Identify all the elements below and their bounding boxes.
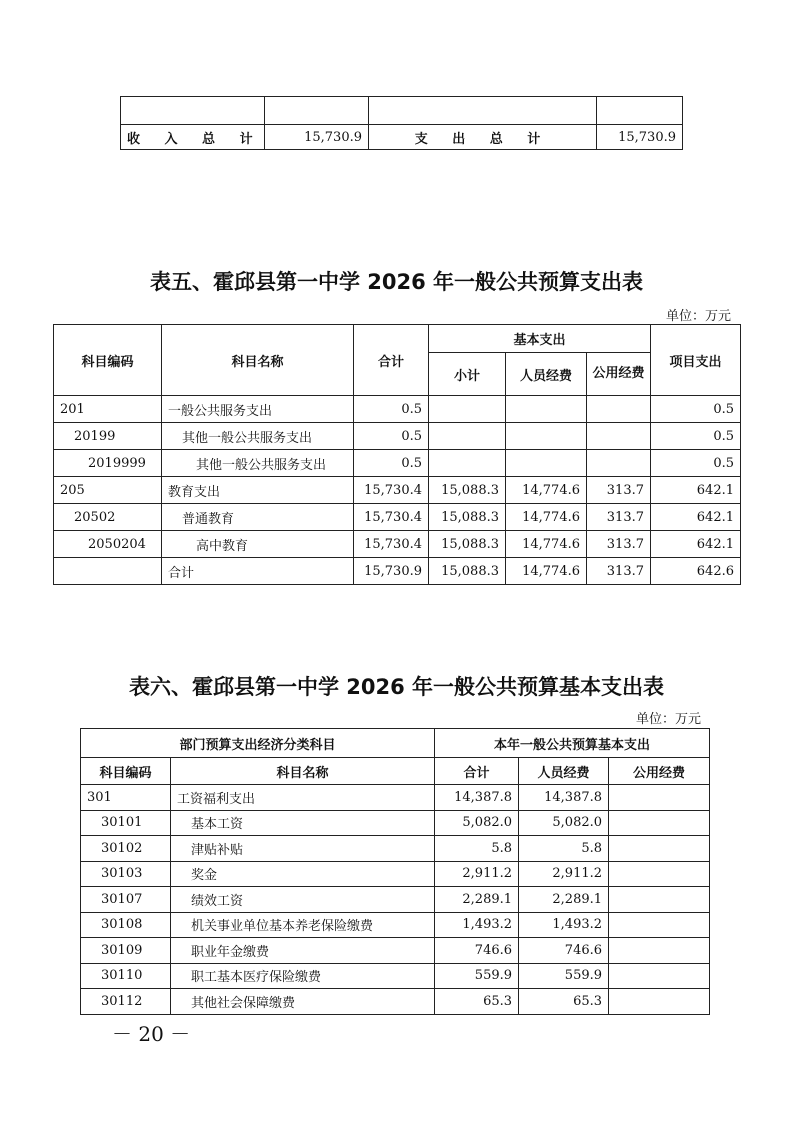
row-name: 基本工资 [171, 810, 435, 836]
row-public: 313.7 [587, 531, 651, 558]
table5-header-public: 公用经费 [587, 353, 651, 396]
row-code: 205 [54, 477, 162, 504]
table5-row [54, 531, 741, 558]
row-total: 5.8 [435, 836, 519, 862]
row-project: 642.1 [651, 477, 741, 504]
row-public [587, 396, 651, 423]
row-personnel [506, 450, 587, 477]
row-code [54, 558, 162, 585]
table6-row [81, 785, 710, 811]
table6-row [81, 810, 710, 836]
row-subtotal: 15,088.3 [429, 531, 506, 558]
row-name: 其他社会保障缴费 [171, 989, 435, 1015]
row-total: 2,289.1 [435, 887, 519, 913]
row-name: 高中教育 [162, 531, 354, 558]
table6-header-row-1 [81, 729, 710, 758]
row-subtotal [429, 450, 506, 477]
table5-row [54, 504, 741, 531]
row-total: 15,730.9 [354, 558, 429, 585]
row-total: 2,911.2 [435, 861, 519, 887]
table5-row [54, 423, 741, 450]
row-personnel: 5,082.0 [519, 810, 609, 836]
row-name: 奖金 [171, 861, 435, 887]
row-code: 30102 [81, 836, 171, 862]
row-code: 30109 [81, 938, 171, 964]
table5-header-subtotal: 小计 [429, 353, 506, 396]
row-public: 313.7 [587, 558, 651, 585]
income-total-value: 15,730.9 [265, 125, 369, 150]
row-public [609, 887, 710, 913]
row-personnel: 14,774.6 [506, 531, 587, 558]
row-personnel: 14,387.8 [519, 785, 609, 811]
row-code: 30107 [81, 887, 171, 913]
income-total-label: 收 入 总 计 [121, 125, 265, 150]
row-total: 1,493.2 [435, 912, 519, 938]
table5-header-personnel: 人员经费 [506, 353, 587, 396]
row-code: 20199 [54, 423, 162, 450]
row-total: 0.5 [354, 396, 429, 423]
row-code: 301 [81, 785, 171, 811]
row-project: 0.5 [651, 396, 741, 423]
row-public [609, 989, 710, 1015]
row-code: 20502 [54, 504, 162, 531]
row-public [609, 785, 710, 811]
income-expense-total-table [120, 96, 683, 150]
row-public: 313.7 [587, 477, 651, 504]
row-personnel [506, 423, 587, 450]
row-name: 绩效工资 [171, 887, 435, 913]
row-code: 30101 [81, 810, 171, 836]
row-subtotal: 15,088.3 [429, 504, 506, 531]
row-public: 313.7 [587, 504, 651, 531]
row-code: 30112 [81, 989, 171, 1015]
row-code: 201 [54, 396, 162, 423]
table5-row [54, 477, 741, 504]
row-total: 0.5 [354, 423, 429, 450]
row-project: 0.5 [651, 423, 741, 450]
table6-header-public: 公用经费 [609, 758, 710, 785]
table6-title: 表六、霍邱县第一中学 2026 年一般公共预算基本支出表 [128, 675, 665, 699]
row-personnel: 2,911.2 [519, 861, 609, 887]
row-public [609, 861, 710, 887]
expense-total-label: 支 出 总 计 [369, 125, 597, 150]
row-name: 合计 [162, 558, 354, 585]
row-personnel: 14,774.6 [506, 477, 587, 504]
row-personnel: 2,289.1 [519, 887, 609, 913]
row-name: 一般公共服务支出 [162, 396, 354, 423]
row-total: 5,082.0 [435, 810, 519, 836]
row-subtotal: 15,088.3 [429, 477, 506, 504]
table6-header-code: 科目编码 [81, 758, 171, 785]
table6-row [81, 836, 710, 862]
row-code: 30103 [81, 861, 171, 887]
row-personnel: 14,774.6 [506, 504, 587, 531]
row-personnel [506, 396, 587, 423]
table6-row [81, 861, 710, 887]
table6-row [81, 912, 710, 938]
totals-row [121, 125, 683, 150]
row-name: 津贴补贴 [171, 836, 435, 862]
row-public [609, 963, 710, 989]
row-name: 教育支出 [162, 477, 354, 504]
table5-general-budget-expenditure [53, 324, 741, 585]
row-name: 职业年金缴费 [171, 938, 435, 964]
table5-row [54, 558, 741, 585]
table5-unit: 单位：万元 [666, 309, 732, 324]
row-total: 65.3 [435, 989, 519, 1015]
blank-row [121, 97, 683, 125]
row-project: 642.6 [651, 558, 741, 585]
table6-header-total: 合计 [435, 758, 519, 785]
table6-row [81, 938, 710, 964]
row-name: 普通教育 [162, 504, 354, 531]
row-personnel: 65.3 [519, 989, 609, 1015]
row-public [609, 810, 710, 836]
table5-header-row-1 [54, 325, 741, 353]
row-personnel: 5.8 [519, 836, 609, 862]
row-name: 其他一般公共服务支出 [162, 423, 354, 450]
table6-header-name: 科目名称 [171, 758, 435, 785]
row-public [587, 450, 651, 477]
row-personnel: 746.6 [519, 938, 609, 964]
row-personnel: 14,774.6 [506, 558, 587, 585]
row-personnel: 559.9 [519, 963, 609, 989]
row-personnel: 1,493.2 [519, 912, 609, 938]
row-name: 工资福利支出 [171, 785, 435, 811]
row-name: 机关事业单位基本养老保险缴费 [171, 912, 435, 938]
row-subtotal [429, 396, 506, 423]
table6-header-right-group: 本年一般公共预算基本支出 [435, 729, 710, 758]
row-code: 30108 [81, 912, 171, 938]
row-public [587, 423, 651, 450]
row-total: 746.6 [435, 938, 519, 964]
table5-title: 表五、霍邱县第一中学 2026 年一般公共预算支出表 [149, 270, 644, 294]
row-total: 14,387.8 [435, 785, 519, 811]
row-project: 642.1 [651, 504, 741, 531]
table6-unit: 单位：万元 [636, 712, 702, 727]
table6-row [81, 963, 710, 989]
page-number: － 20 － [112, 1022, 191, 1046]
table5-row [54, 450, 741, 477]
row-code: 30110 [81, 963, 171, 989]
table6-general-budget-basic-expenditure [80, 728, 710, 1015]
row-public [609, 912, 710, 938]
table5-header-basic: 基本支出 [429, 325, 651, 353]
table5-header-project: 项目支出 [651, 325, 741, 396]
table5-header-code: 科目编码 [54, 325, 162, 396]
table5-row [54, 396, 741, 423]
table6-row [81, 989, 710, 1015]
table6-row [81, 887, 710, 913]
table6-header-row-2 [81, 758, 710, 785]
row-name: 职工基本医疗保险缴费 [171, 963, 435, 989]
row-name: 其他一般公共服务支出 [162, 450, 354, 477]
row-subtotal: 15,088.3 [429, 558, 506, 585]
expense-total-value: 15,730.9 [597, 125, 683, 150]
table5-header-name: 科目名称 [162, 325, 354, 396]
row-code: 2019999 [54, 450, 162, 477]
row-total: 15,730.4 [354, 531, 429, 558]
row-total: 15,730.4 [354, 477, 429, 504]
row-code: 2050204 [54, 531, 162, 558]
row-public [609, 938, 710, 964]
row-total: 0.5 [354, 450, 429, 477]
row-total: 15,730.4 [354, 504, 429, 531]
row-project: 642.1 [651, 531, 741, 558]
row-subtotal [429, 423, 506, 450]
table6-header-left-group: 部门预算支出经济分类科目 [81, 729, 435, 758]
row-project: 0.5 [651, 450, 741, 477]
row-total: 559.9 [435, 963, 519, 989]
table5-header-total: 合计 [354, 325, 429, 396]
row-public [609, 836, 710, 862]
table6-header-personnel: 人员经费 [519, 758, 609, 785]
